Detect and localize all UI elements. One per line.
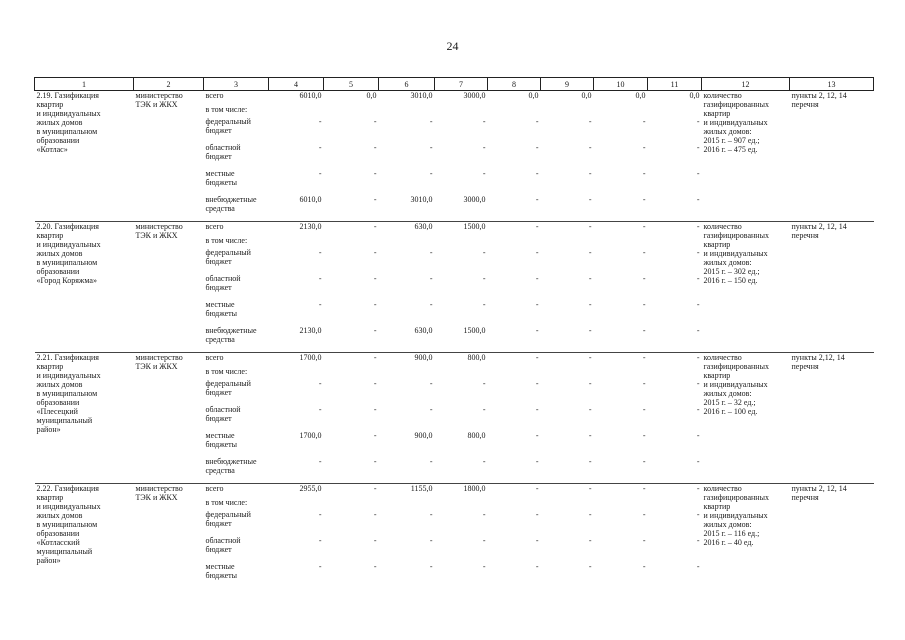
table-row [35,484,874,499]
funding-value: - [482,117,486,126]
funding-value: - [373,536,377,545]
funding-value: - [642,536,646,545]
funding-source: федеральный бюджет [205,510,251,528]
funding-value: 3010,0 [379,91,435,106]
funding-value [594,236,648,248]
funding-value: - [429,143,433,152]
funding-value [648,367,702,379]
funding-value: - [535,326,539,335]
funding-value [379,105,435,117]
funding-value: - [318,510,322,519]
funding-value: - [535,405,539,414]
funding-value: - [482,300,486,309]
funding-value: - [373,431,377,440]
list-reference: пункты 2, 12, 14 перечня [790,222,874,353]
header-cell: 3 [204,78,269,91]
funding-value: - [642,510,646,519]
funding-value: 0,0 [541,91,594,106]
funding-value: - [594,222,648,237]
funding-value [488,105,541,117]
funding-value [541,498,594,510]
funding-value: - [535,169,539,178]
funding-value: 0,0 [324,91,379,106]
funding-source: в том числе: [205,236,248,245]
funding-value: - [642,169,646,178]
funding-value [379,498,435,510]
funding-source: местные бюджеты [205,431,238,449]
funding-value: - [318,169,322,178]
funding-value [648,498,702,510]
funding-value [269,105,324,117]
funding-value: - [642,431,646,440]
funding-value: - [318,457,322,466]
funding-value: - [588,379,592,388]
funding-value: 3010,0 [410,195,433,204]
target-indicator: количество газифицированных квартир и индивидуальных жилых домов: 2015 г. – 116 ед.; 2016 г. – 40 ед. [702,484,790,589]
funding-source: местные бюджеты [205,169,238,187]
header-cell: 1 [35,78,134,91]
funding-value: - [696,510,700,519]
funding-value [488,236,541,248]
funding-value: 3000,0 [463,195,486,204]
funding-value: 1700,0 [269,353,324,368]
funding-value: - [588,326,592,335]
funding-value: - [696,379,700,388]
funding-value: - [318,143,322,152]
list-reference: пункты 2, 12, 14 перечня [790,91,874,222]
funding-value [594,367,648,379]
funding-value: - [535,510,539,519]
funding-value: - [429,510,433,519]
table-row [35,91,874,106]
funding-value: - [541,353,594,368]
funding-value: - [588,457,592,466]
funding-value [269,367,324,379]
header-cell: 4 [269,78,324,91]
funding-value: - [541,484,594,499]
funding-source: внебюджетные средства [205,326,257,344]
funding-source: местные бюджеты [205,562,238,580]
funding-value: - [429,562,433,571]
funding-value: - [696,195,700,204]
funding-value: - [318,117,322,126]
funding-value: - [324,353,379,368]
funding-value: 0,0 [648,91,702,106]
funding-value: 800,0 [467,431,486,440]
responsible-executor: министерство ТЭК и ЖКХ [134,91,204,222]
responsible-executor: министерство ТЭК и ЖКХ [134,222,204,353]
funding-source: местные бюджеты [205,300,238,318]
funding-value: - [642,143,646,152]
funding-value [324,367,379,379]
funding-value: 3000,0 [435,91,488,106]
funding-source: всего [204,91,269,106]
funding-value: 1155,0 [379,484,435,499]
funding-value: - [324,222,379,237]
funding-value: - [535,431,539,440]
funding-value [488,367,541,379]
funding-value [379,367,435,379]
target-indicator: количество газифицированных квартир и индивидуальных жилых домов: 2015 г. – 32 ед.; 2016 г. – 100 ед. [702,353,790,484]
table-body [35,91,874,589]
funding-value: 1500,0 [435,222,488,237]
funding-value: - [535,536,539,545]
list-reference: пункты 2,12, 14 перечня [790,353,874,484]
funding-value [435,498,488,510]
target-indicator: количество газифицированных квартир и индивидуальных жилых домов: 2015 г. – 302 ед.; 2016 г. – 150 ед. [702,222,790,353]
header-cell: 12 [702,78,790,91]
funding-value: - [696,562,700,571]
funding-value: - [482,379,486,388]
funding-value: - [588,562,592,571]
funding-source: областной бюджет [205,536,241,554]
funding-value [269,236,324,248]
header-cell: 8 [488,78,541,91]
funding-value: - [373,457,377,466]
funding-value: 0,0 [488,91,541,106]
funding-value: - [535,143,539,152]
funding-value: - [482,169,486,178]
funding-value: 630,0 [414,326,433,335]
funding-value: - [642,248,646,257]
funding-value: - [482,457,486,466]
funding-value [541,367,594,379]
funding-value [488,498,541,510]
measure-name: 2.19. Газификация квартир и индивидуальных жилых домов в муниципальном образовании «Котлас» [35,91,134,222]
header-cell: 11 [648,78,702,91]
funding-value: - [535,457,539,466]
funding-value: - [535,195,539,204]
funding-value: - [429,457,433,466]
funding-source: внебюджетные средства [205,195,257,213]
funding-value: - [696,405,700,414]
funding-source: всего [204,484,269,499]
funding-source: федеральный бюджет [205,248,251,266]
funding-value: 1500,0 [463,326,486,335]
funding-value: - [324,484,379,499]
measure-name: 2.21. Газификация квартир и индивидуальных жилых домов в муниципальном образовании «Плесецкий муниципальный район» [35,353,134,484]
funding-value: - [318,536,322,545]
funding-source: всего [204,353,269,368]
funding-value: - [535,562,539,571]
funding-value: - [594,353,648,368]
funding-source: областной бюджет [205,405,241,423]
funding-value: 6010,0 [299,195,322,204]
funding-value: - [373,274,377,283]
funding-value: 900,0 [414,431,433,440]
funding-value: - [429,248,433,257]
funding-value: - [696,300,700,309]
funding-value: - [696,274,700,283]
header-cell: 9 [541,78,594,91]
measure-name: 2.20. Газификация квартир и индивидуальных жилых домов в муниципальном образовании «Город Коряжма» [35,222,134,353]
funding-value: - [642,379,646,388]
funding-value: - [642,405,646,414]
funding-value: - [429,169,433,178]
funding-source: всего [204,222,269,237]
funding-value: - [488,222,541,237]
funding-value: - [373,248,377,257]
funding-value: - [373,405,377,414]
funding-value: 2955,0 [269,484,324,499]
funding-value: - [318,379,322,388]
funding-value: - [429,274,433,283]
funding-value: - [696,326,700,335]
funding-value: - [594,484,648,499]
funding-value [435,105,488,117]
header-row [35,78,874,91]
header-cell: 5 [324,78,379,91]
funding-value: - [429,379,433,388]
funding-value: - [482,143,486,152]
funding-value: - [696,143,700,152]
funding-value: - [318,274,322,283]
funding-value: - [482,510,486,519]
funding-value [435,236,488,248]
funding-value: - [318,562,322,571]
funding-source: в том числе: [205,498,248,507]
funding-value: - [373,143,377,152]
funding-value: - [588,300,592,309]
funding-value: - [482,405,486,414]
header-cell: 13 [790,78,874,91]
funding-value: - [642,457,646,466]
funding-value: - [696,457,700,466]
header-cell: 10 [594,78,648,91]
funding-value: - [588,405,592,414]
funding-value: - [648,484,702,499]
header-cell: 6 [379,78,435,91]
funding-value [594,498,648,510]
funding-value: 0,0 [594,91,648,106]
funding-value [648,105,702,117]
funding-value: - [373,510,377,519]
funding-value: 2130,0 [299,326,322,335]
funding-value: - [482,536,486,545]
funding-source: в том числе: [205,105,248,114]
funding-value: - [318,248,322,257]
funding-value: - [588,195,592,204]
funding-value: 1800,0 [435,484,488,499]
funding-source: федеральный бюджет [205,117,251,135]
header-cell: 7 [435,78,488,91]
funding-value: 6010,0 [269,91,324,106]
funding-value: - [588,536,592,545]
funding-value: - [696,536,700,545]
funding-value: 800,0 [435,353,488,368]
measure-name: 2.22. Газификация квартир и индивидуальных жилых домов в муниципальном образовании «Котласский муниципальный район» [35,484,134,589]
funding-value: - [588,274,592,283]
funding-value [541,105,594,117]
responsible-executor: министерство ТЭК и ЖКХ [134,353,204,484]
funding-value [435,367,488,379]
funding-value: - [696,248,700,257]
funding-value: - [642,300,646,309]
funding-value: - [318,300,322,309]
table-row [35,353,874,368]
header-cell: 2 [134,78,204,91]
funding-value: - [588,248,592,257]
funding-value: - [535,117,539,126]
funding-value: - [373,562,377,571]
funding-value: - [373,169,377,178]
page-number: 24 [446,39,459,53]
funding-value: - [488,484,541,499]
funding-value: 900,0 [379,353,435,368]
funding-value: - [482,248,486,257]
funding-value: - [482,274,486,283]
program-table [34,77,874,588]
funding-value: - [535,379,539,388]
funding-value: - [648,222,702,237]
funding-value: - [488,353,541,368]
funding-value: - [373,195,377,204]
funding-value: - [588,143,592,152]
responsible-executor: министерство ТЭК и ЖКХ [134,484,204,589]
funding-value: - [535,274,539,283]
funding-value: - [696,117,700,126]
funding-value [269,498,324,510]
funding-value: - [642,117,646,126]
funding-source: областной бюджет [205,274,241,292]
funding-value: - [696,169,700,178]
funding-source: в том числе: [205,367,248,376]
funding-value: - [541,222,594,237]
funding-value: - [373,326,377,335]
funding-value: - [642,195,646,204]
funding-value [324,236,379,248]
table-row [35,222,874,237]
funding-value: - [373,300,377,309]
funding-value: - [429,536,433,545]
funding-value [324,105,379,117]
funding-value: - [429,405,433,414]
funding-value: - [318,405,322,414]
funding-value: - [535,300,539,309]
funding-value: - [648,353,702,368]
funding-value: - [429,117,433,126]
target-indicator: количество газифицированных квартир и индивидуальных жилых домов: 2015 г. – 907 ед.; 2016 г. – 475 ед. [702,91,790,222]
funding-value: - [696,431,700,440]
funding-source: федеральный бюджет [205,379,251,397]
funding-value: - [373,379,377,388]
funding-value: - [373,117,377,126]
funding-source: областной бюджет [205,143,241,161]
funding-value: - [429,300,433,309]
funding-value: - [482,562,486,571]
funding-value: - [588,169,592,178]
funding-value: - [588,431,592,440]
funding-value: - [588,117,592,126]
funding-value: 630,0 [379,222,435,237]
funding-value [594,105,648,117]
funding-value: - [535,248,539,257]
funding-value: 1700,0 [299,431,322,440]
funding-value: - [642,562,646,571]
funding-value: - [588,510,592,519]
funding-value: 2130,0 [269,222,324,237]
funding-value: - [642,326,646,335]
funding-value [648,236,702,248]
funding-value [324,498,379,510]
funding-value [379,236,435,248]
funding-value: - [642,274,646,283]
funding-source: внебюджетные средства [205,457,257,475]
list-reference: пункты 2, 12, 14 перечня [790,484,874,589]
funding-value [541,236,594,248]
